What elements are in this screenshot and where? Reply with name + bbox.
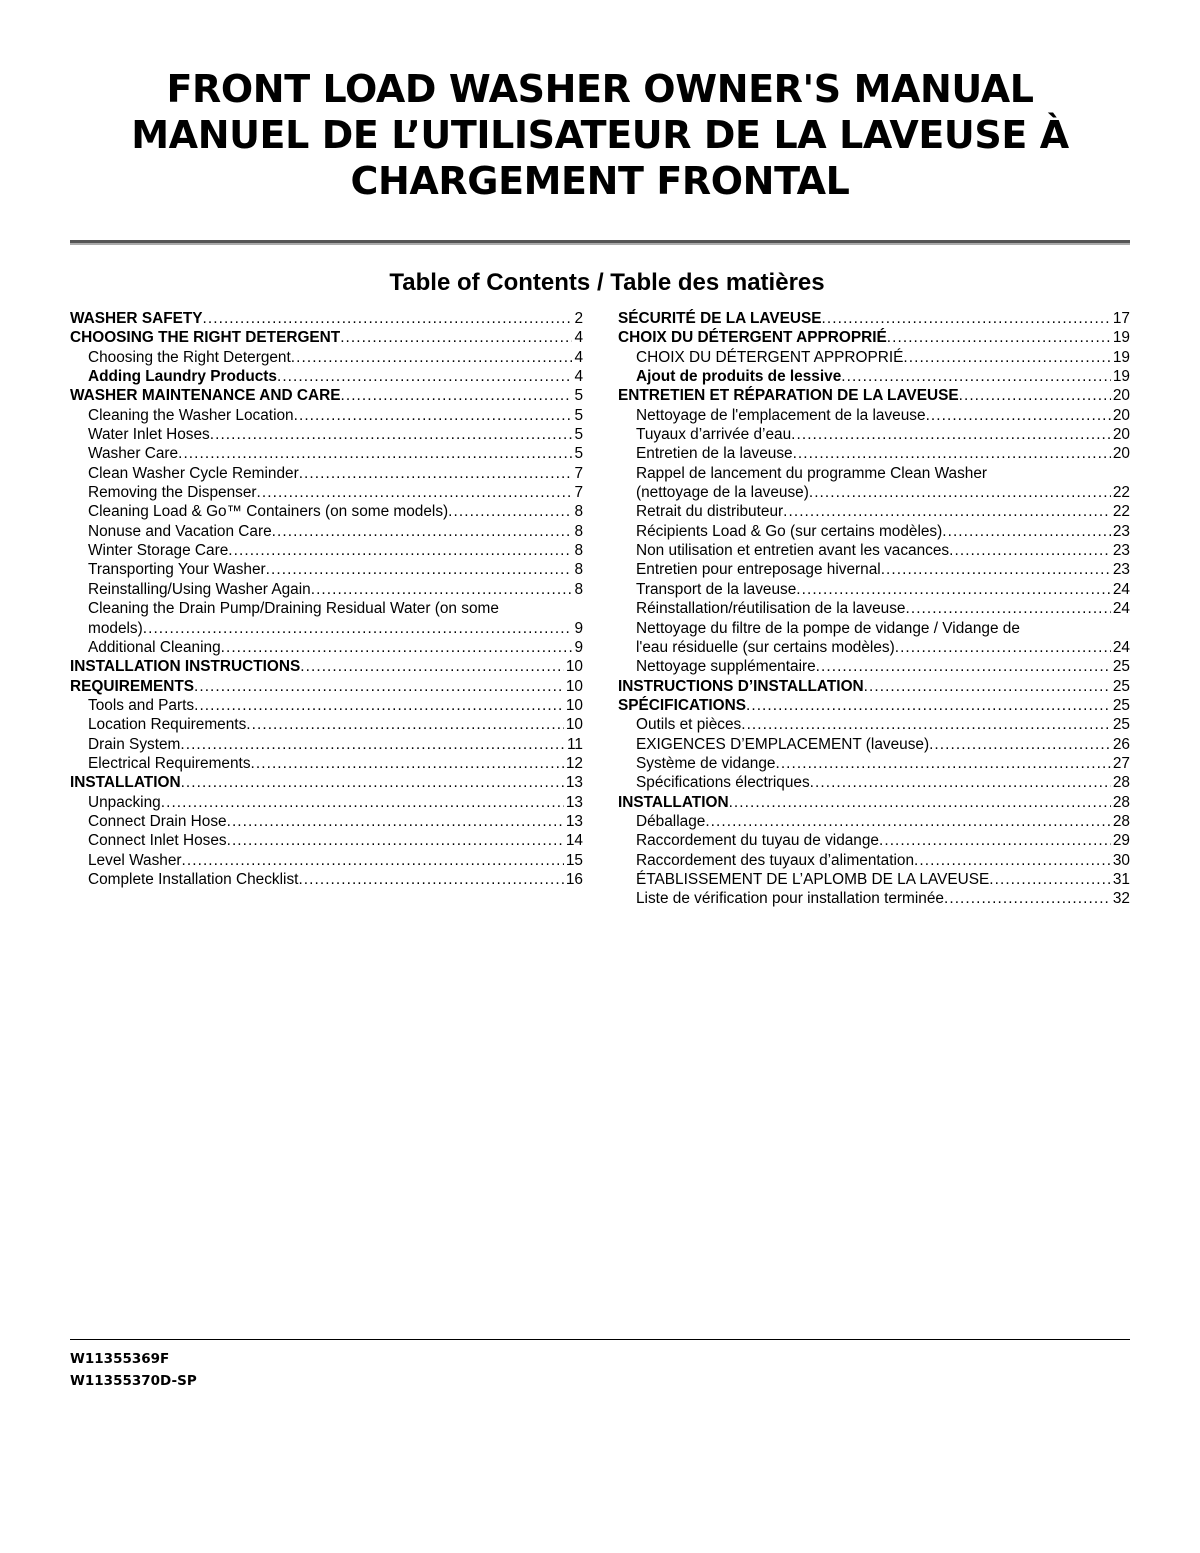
toc-entry[interactable] <box>70 502 583 521</box>
toc-page-number: 5 <box>574 387 583 405</box>
toc-entry[interactable] <box>618 464 1130 503</box>
toc-page-number: 24 <box>1112 580 1130 598</box>
toc-page-number: 4 <box>574 348 583 366</box>
dot-leader <box>929 735 1111 754</box>
toc-entry-title: Clean Washer Cycle Reminder <box>88 464 299 482</box>
toc-entry-title: Adding Laundry Products <box>88 368 277 386</box>
toc-entry-title: Connect Drain Hose <box>88 812 227 830</box>
toc-entry[interactable] <box>70 483 583 502</box>
toc-entry-title: Transport de la laveuse <box>636 580 797 598</box>
dot-leader <box>203 309 573 328</box>
toc-entry-title: WASHER SAFETY <box>70 310 203 327</box>
dot-leader <box>775 754 1110 773</box>
toc-entry-title: Tuyaux d’arrivée d’eau <box>636 426 792 444</box>
toc-entry-title: INSTRUCTIONS D’INSTALLATION <box>618 677 864 695</box>
toc-entry-title-line-1: Cleaning the Drain Pump/Draining Residual Water (on some <box>88 600 499 618</box>
toc-entry[interactable] <box>70 735 583 754</box>
toc-entry[interactable] <box>618 386 1130 405</box>
dot-leader <box>340 328 572 347</box>
toc-entry[interactable] <box>70 870 583 889</box>
title-divider <box>70 240 1130 245</box>
toc-page-number: 13 <box>565 774 583 792</box>
dot-leader <box>228 541 572 560</box>
dot-leader <box>881 560 1111 579</box>
toc-entry[interactable] <box>70 599 583 638</box>
dot-leader <box>895 638 1111 657</box>
toc-page-number: 31 <box>1112 870 1130 888</box>
toc-page-number: 10 <box>565 716 583 734</box>
toc-entry[interactable] <box>70 425 583 444</box>
toc-entry[interactable] <box>618 773 1130 792</box>
dot-leader <box>944 889 1111 908</box>
dot-leader <box>903 348 1110 367</box>
toc-entry-title: Déballage <box>636 812 706 830</box>
toc-entry[interactable] <box>618 348 1130 367</box>
dot-leader <box>178 444 572 463</box>
toc-page-number: 8 <box>574 561 583 579</box>
toc-entry-title: WASHER MAINTENANCE AND CARE <box>70 387 341 405</box>
toc-entry[interactable] <box>618 560 1130 579</box>
toc-entry[interactable] <box>618 696 1130 715</box>
toc-entry-title: Nettoyage de l'emplacement de la laveuse <box>636 406 926 424</box>
dot-leader <box>809 483 1111 502</box>
toc-entry[interactable] <box>70 367 583 386</box>
dot-leader <box>257 483 573 502</box>
dot-leader <box>822 309 1111 328</box>
toc-entry-title: Non utilisation et entretien avant les vacances <box>636 542 950 560</box>
toc-page-number: 13 <box>565 812 583 830</box>
dot-leader <box>879 831 1111 850</box>
toc-page-number: 27 <box>1112 754 1130 772</box>
toc-entry[interactable] <box>70 696 583 715</box>
toc-entry[interactable] <box>70 773 583 792</box>
toc-entry[interactable] <box>618 541 1130 560</box>
dot-leader <box>340 386 572 405</box>
toc-entry-title: CHOIX DU DÉTERGENT APPROPRIÉ <box>618 329 887 347</box>
toc-entry[interactable] <box>618 889 1130 908</box>
dot-leader <box>793 444 1111 463</box>
dot-leader <box>746 696 1111 715</box>
toc-entry-title: Unpacking <box>88 793 161 811</box>
toc-entry[interactable] <box>618 444 1130 463</box>
toc-page-number: 9 <box>574 619 583 637</box>
toc-entry[interactable] <box>618 812 1130 831</box>
toc-page-number: 25 <box>1112 658 1130 676</box>
dot-leader <box>741 715 1111 734</box>
dot-leader <box>810 773 1111 792</box>
dot-leader <box>906 599 1111 618</box>
toc-entry-title: Water Inlet Hoses <box>88 426 210 444</box>
toc-page-number: 4 <box>574 368 583 386</box>
toc-entry[interactable] <box>70 386 583 405</box>
toc-heading: Table of Contents / Table des matières <box>389 269 825 296</box>
toc-entry-title: Retrait du distributeur <box>636 503 784 521</box>
toc-entry-title-line-1: Rappel de lancement du programme Clean Washer <box>636 464 988 482</box>
toc-entry-title: Connect Inlet Hoses <box>88 832 227 850</box>
toc-entry-title: Level Washer <box>88 851 182 869</box>
toc-entry[interactable] <box>618 851 1130 870</box>
dot-leader <box>227 812 564 831</box>
toc-entry-title: Washer Care <box>88 445 179 463</box>
dot-leader <box>914 851 1111 870</box>
dot-leader <box>887 328 1111 347</box>
toc-entry-title: Choosing the Right Detergent <box>88 348 291 366</box>
toc-page-number: 20 <box>1112 387 1130 405</box>
dot-leader <box>182 851 564 870</box>
toc-page-number: 10 <box>565 696 583 714</box>
toc-entry[interactable] <box>70 541 583 560</box>
dot-leader <box>816 657 1111 676</box>
dot-leader <box>291 348 573 367</box>
toc-entry-title: ENTRETIEN ET RÉPARATION DE LA LAVEUSE <box>618 387 959 405</box>
toc-entry-title: SÉCURITÉ DE LA LAVEUSE <box>618 310 822 327</box>
toc-entry-title: Nettoyage supplémentaire <box>636 658 816 676</box>
toc-entry-title: Spécifications électriques <box>636 774 810 792</box>
toc-page-number: 25 <box>1112 677 1130 695</box>
dot-leader <box>926 406 1111 425</box>
toc-entry-title: Tools and Parts <box>88 696 195 714</box>
toc-column-english <box>70 309 583 889</box>
part-number-sp: W11355370D-SP <box>70 1373 197 1389</box>
toc-page-number: 24 <box>1112 600 1130 618</box>
toc-page-number: 8 <box>574 542 583 560</box>
dot-leader <box>210 425 573 444</box>
dot-leader <box>791 425 1111 444</box>
toc-entry-title: Entretien pour entreposage hivernal <box>636 561 881 579</box>
toc-page-number: 24 <box>1112 638 1130 656</box>
toc-entry-title: l'eau résiduelle (sur certains modèles) <box>636 638 895 656</box>
toc-entry[interactable] <box>618 677 1130 696</box>
toc-page-number: 8 <box>574 522 583 540</box>
dot-leader <box>298 870 563 889</box>
toc-page-number: 2 <box>574 310 583 327</box>
toc-entry-title: Transporting Your Washer <box>88 561 266 579</box>
toc-entry[interactable] <box>70 657 583 676</box>
toc-entry[interactable] <box>618 309 1130 328</box>
toc-page-number: 7 <box>574 484 583 502</box>
dot-leader <box>729 793 1111 812</box>
toc-entry-title: CHOOSING THE RIGHT DETERGENT <box>70 329 341 347</box>
dot-leader <box>143 619 573 638</box>
toc-entry[interactable] <box>70 831 583 850</box>
toc-entry[interactable] <box>618 715 1130 734</box>
toc-entry[interactable] <box>618 831 1130 850</box>
toc-entry[interactable] <box>618 328 1130 347</box>
dot-leader <box>251 754 564 773</box>
dot-leader <box>299 464 573 483</box>
toc-entry[interactable] <box>618 425 1130 444</box>
dot-leader <box>266 560 573 579</box>
toc-entry[interactable] <box>70 406 583 425</box>
toc-entry-title: CHOIX DU DÉTERGENT APPROPRIÉ <box>636 348 904 366</box>
toc-page-number: 29 <box>1112 832 1130 850</box>
toc-entry[interactable] <box>70 754 583 773</box>
toc-entry-title: (nettoyage de la laveuse) <box>636 484 809 502</box>
toc-page-number: 19 <box>1112 329 1130 347</box>
dot-leader <box>294 406 573 425</box>
toc-page-number: 25 <box>1112 716 1130 734</box>
toc-page-number: 11 <box>567 735 583 753</box>
toc-entry[interactable] <box>70 560 583 579</box>
toc-entry-title: Entretien de la laveuse <box>636 445 793 463</box>
toc-page-number: 19 <box>1112 348 1130 366</box>
toc-entry-title: Réinstallation/réutilisation de la laveuse <box>636 600 906 618</box>
toc-entry-title: Outils et pièces <box>636 716 742 734</box>
toc-entry[interactable] <box>618 367 1130 386</box>
toc-page-number: 22 <box>1112 484 1130 502</box>
toc-entry-title: Electrical Requirements <box>88 754 251 772</box>
toc-entry-title: models) <box>88 619 143 637</box>
dot-leader <box>227 831 564 850</box>
toc-entry-title: Liste de vérification pour installation terminée <box>636 890 944 908</box>
toc-entry[interactable] <box>618 754 1130 773</box>
toc-entry[interactable] <box>70 348 583 367</box>
dot-leader <box>300 657 564 676</box>
toc-entry[interactable] <box>70 464 583 483</box>
toc-entry[interactable] <box>70 580 583 599</box>
toc-page-number: 12 <box>565 754 583 772</box>
toc-entry[interactable] <box>70 715 583 734</box>
dot-leader <box>989 870 1111 889</box>
dot-leader <box>448 502 572 521</box>
toc-entry-title: REQUIREMENTS <box>70 677 194 695</box>
title-line-2: MANUEL DE L’UTILISATEUR DE LA LAVEUSE À <box>131 113 1069 157</box>
toc-page-number: 16 <box>565 870 583 888</box>
toc-entry-title: Complete Installation Checklist <box>88 870 299 888</box>
toc-entry[interactable] <box>618 522 1130 541</box>
dot-leader <box>705 812 1111 831</box>
toc-page-number: 23 <box>1112 542 1130 560</box>
toc-entry[interactable] <box>70 793 583 812</box>
toc-entry[interactable] <box>618 619 1130 658</box>
toc-entry[interactable] <box>70 812 583 831</box>
toc-page-number: 23 <box>1112 561 1130 579</box>
toc-page-number: 13 <box>565 793 583 811</box>
toc-page-number: 9 <box>574 638 583 656</box>
toc-entry-title: INSTALLATION <box>618 793 729 811</box>
toc-entry[interactable] <box>618 406 1130 425</box>
dot-leader <box>194 696 564 715</box>
toc-page-number: 10 <box>565 658 583 676</box>
dot-leader <box>221 638 573 657</box>
toc-page-number: 7 <box>574 464 583 482</box>
dot-leader <box>180 735 565 754</box>
toc-entry-title: Removing the Dispenser <box>88 484 257 502</box>
dot-leader <box>783 502 1111 521</box>
toc-entry-title: EXIGENCES D’EMPLACEMENT (laveuse) <box>636 735 930 753</box>
toc-column-french <box>618 309 1130 909</box>
dot-leader <box>161 793 564 812</box>
toc-page-number: 20 <box>1112 406 1130 424</box>
dot-leader <box>311 580 573 599</box>
toc-entry[interactable] <box>618 657 1130 676</box>
toc-entry[interactable] <box>618 870 1130 889</box>
toc-entry[interactable] <box>70 309 583 328</box>
toc-entry-title: INSTALLATION INSTRUCTIONS <box>70 658 301 676</box>
toc-page-number: 20 <box>1112 445 1130 463</box>
toc-page-number: 4 <box>574 329 583 347</box>
toc-page-number: 5 <box>574 426 583 444</box>
toc-entry-title: Reinstalling/Using Washer Again <box>88 580 311 598</box>
title-line-3: CHARGEMENT FRONTAL <box>350 159 850 203</box>
dot-leader <box>181 773 564 792</box>
toc-entry-title-line-1: Nettoyage du filtre de la pompe de vidange / Vidange de <box>636 619 1020 637</box>
toc-entry-title: Nonuse and Vacation Care <box>88 522 272 540</box>
toc-entry-title: Additional Cleaning <box>88 638 221 656</box>
toc-entry[interactable] <box>70 328 583 347</box>
toc-entry-title: Drain System <box>88 735 181 753</box>
toc-entry-title: Location Requirements <box>88 716 247 734</box>
toc-page-number: 8 <box>574 503 583 521</box>
toc-entry-title: Raccordement des tuyaux d’alimentation <box>636 851 915 869</box>
toc-page-number: 5 <box>574 445 583 463</box>
toc-entry[interactable] <box>618 599 1130 618</box>
toc-entry-title: ÉTABLISSEMENT DE L’APLOMB DE LA LAVEUSE <box>636 870 990 888</box>
dot-leader <box>841 367 1111 386</box>
toc-page-number: 28 <box>1112 774 1130 792</box>
toc-page-number: 32 <box>1112 890 1130 908</box>
footer-divider <box>70 1339 1130 1340</box>
toc-page-number: 25 <box>1112 696 1130 714</box>
toc-page-number: 10 <box>565 677 583 695</box>
toc-entry-title: Winter Storage Care <box>88 542 229 560</box>
dot-leader <box>949 541 1111 560</box>
toc-entry[interactable] <box>618 793 1130 812</box>
toc-entry[interactable] <box>70 444 583 463</box>
toc-page-number: 19 <box>1112 368 1130 386</box>
toc-entry[interactable] <box>70 677 583 696</box>
part-number: W11355369F <box>70 1351 170 1367</box>
title-line-1: FRONT LOAD WASHER OWNER'S MANUAL <box>166 67 1034 111</box>
dot-leader <box>246 715 564 734</box>
toc-page-number: 23 <box>1112 522 1130 540</box>
toc-page-number: 15 <box>565 851 583 869</box>
toc-entry[interactable] <box>618 735 1130 754</box>
toc-page-number: 28 <box>1112 812 1130 830</box>
toc-entry[interactable] <box>70 522 583 541</box>
toc-entry[interactable] <box>70 638 583 657</box>
dot-leader <box>277 367 572 386</box>
toc-entry-title: Ajout de produits de lessive <box>636 368 842 386</box>
toc-entry-title: Raccordement du tuyau de vidange <box>636 832 879 850</box>
toc-entry-title: Système de vidange <box>636 754 776 772</box>
toc-page-number: 22 <box>1112 503 1130 521</box>
dot-leader <box>864 677 1111 696</box>
toc-entry[interactable] <box>618 580 1130 599</box>
document-title <box>60 66 1140 204</box>
toc-page-number: 14 <box>565 832 583 850</box>
toc-entry-title: Cleaning the Washer Location <box>88 406 294 424</box>
toc-entry[interactable] <box>618 502 1130 521</box>
dot-leader <box>796 580 1111 599</box>
toc-page-number: 26 <box>1112 735 1130 753</box>
toc-entry-title: Récipients Load & Go (sur certains modèles) <box>636 522 943 540</box>
toc-page-number: 17 <box>1112 310 1130 327</box>
dot-leader <box>959 386 1111 405</box>
toc-page-number: 5 <box>574 406 583 424</box>
toc-entry-title: INSTALLATION <box>70 774 181 792</box>
toc-page-number: 28 <box>1112 793 1130 811</box>
dot-leader <box>942 522 1111 541</box>
dot-leader <box>272 522 573 541</box>
toc-entry-title: Cleaning Load & Go™ Containers (on some models) <box>88 503 449 521</box>
dot-leader <box>194 677 564 696</box>
toc-page-number: 20 <box>1112 426 1130 444</box>
footer <box>70 1348 197 1392</box>
toc-entry[interactable] <box>70 851 583 870</box>
toc-page-number: 30 <box>1112 851 1130 869</box>
toc-page-number: 8 <box>574 580 583 598</box>
toc-entry-title: SPÉCIFICATIONS <box>618 696 746 714</box>
